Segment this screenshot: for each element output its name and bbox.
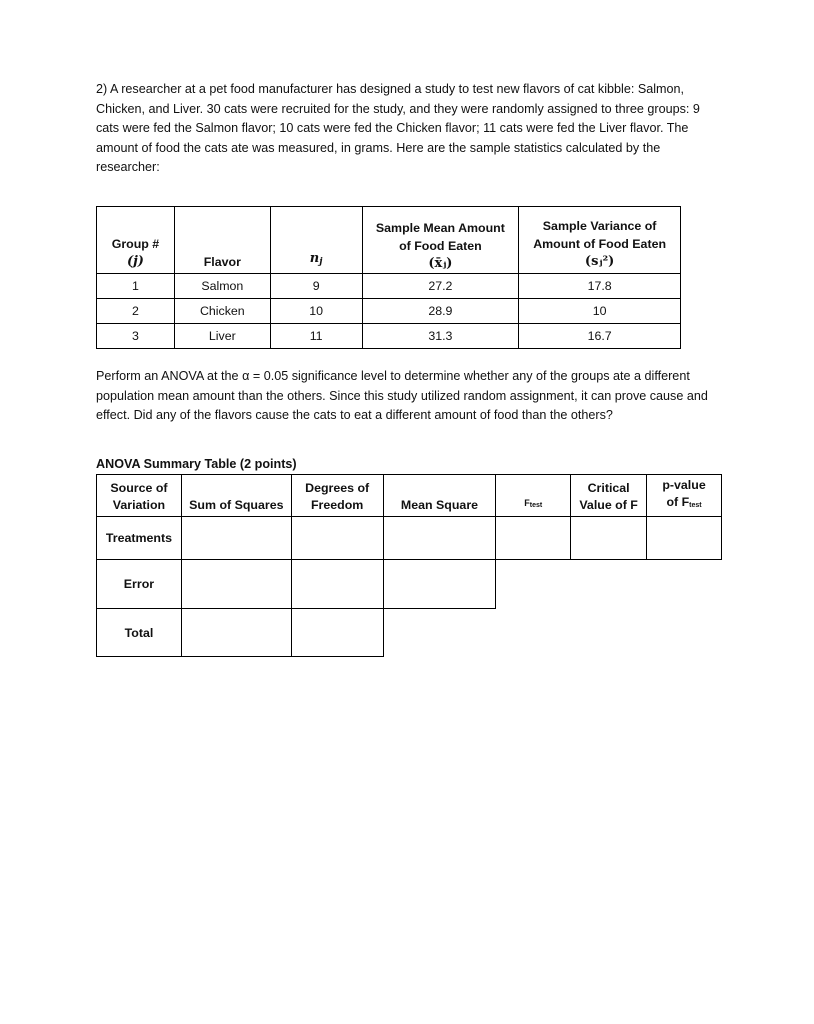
header-f-letter: F	[524, 498, 530, 508]
header-p-line2	[650, 494, 718, 514]
header-source	[97, 475, 182, 517]
header-n	[270, 207, 362, 274]
cell-error-ms[interactable]	[383, 560, 496, 609]
header-n-subscript: j	[319, 257, 323, 267]
cell-flavor: Liver	[174, 324, 270, 349]
header-p-text: of F	[666, 495, 690, 509]
question-paragraph: Perform an ANOVA at the α = 0.05 significance level to determine whether any of the groups ate a different population mean amount than the others. Since this study utilized random assignment, it can prove cause and effect. Did any of the flavors cause the cats to eat a different amount of food than the others?	[96, 369, 708, 422]
header-p-value	[647, 475, 722, 517]
header-crit-line2: Value of F	[579, 498, 638, 512]
cell-treatments-ss[interactable]	[181, 517, 291, 560]
header-f-test	[496, 475, 571, 517]
cell-flavor: Salmon	[174, 274, 270, 299]
header-sum-of-squares: Sum of Squares	[181, 475, 291, 517]
row-label-treatments: Treatments	[97, 517, 182, 560]
cell-variance: 16.7	[519, 324, 681, 349]
header-mean-line2: of Food Eaten	[399, 239, 482, 253]
cell-n: 9	[270, 274, 362, 299]
header-variance-line1: Sample Variance of	[542, 219, 657, 233]
anova-table-title: ANOVA Summary Table (2 points)	[96, 457, 297, 471]
header-crit-line1: Critical	[587, 481, 630, 495]
header-p-subscript: test	[689, 502, 702, 509]
cell-total-ss[interactable]	[181, 609, 291, 657]
cell-treatments-f[interactable]	[496, 517, 571, 560]
anova-summary-table	[96, 474, 722, 657]
cell-variance: 10	[519, 299, 681, 324]
intro-paragraph: 2) A researcher at a pet food manufacturer has designed a study to test new flavors of cat kibble: Salmon, Chicken, and Liver. 30 cats were recruited for the study, and they were randomly assigned to three groups: 9 cats were fed the Salmon flavor; 10 cats were fed the Chicken flavor; 11 cats were fed the Liver flavor. The amount of food the cats ate was measured, in grams. Here are the sample statistics calculated by the researcher:	[96, 82, 700, 174]
sample-statistics-table	[96, 206, 681, 349]
row-label-total: Total	[97, 609, 182, 657]
header-group-symbol: (j)	[126, 254, 144, 269]
cell-group: 2	[97, 299, 175, 324]
header-variance-line2: Amount of Food Eaten	[533, 237, 667, 251]
cell-variance: 17.8	[519, 274, 681, 299]
cell-treatments-df[interactable]	[291, 517, 383, 560]
cell-flavor: Chicken	[174, 299, 270, 324]
header-mean-square: Mean Square	[383, 475, 496, 517]
header-variance-symbol: (sⱼ²)	[584, 254, 615, 269]
header-variance	[519, 207, 681, 274]
header-source-line1: Source of	[110, 481, 168, 495]
table-row	[97, 299, 681, 324]
table-row	[97, 517, 722, 560]
header-flavor: Flavor	[174, 207, 270, 274]
table-row	[97, 560, 722, 609]
cell-mean: 31.3	[362, 324, 519, 349]
header-f-subscript: test	[529, 502, 543, 509]
cell-mean: 27.2	[362, 274, 519, 299]
cell-n: 10	[270, 299, 362, 324]
header-mean-symbol: (x̄ⱼ)	[428, 256, 453, 271]
cell-total-df[interactable]	[291, 609, 383, 657]
cell-treatments-p[interactable]	[647, 517, 722, 560]
header-group-line1: Group #	[111, 237, 160, 251]
cell-error-df[interactable]	[291, 560, 383, 609]
header-degrees-of-freedom	[291, 475, 383, 517]
header-mean-line1: Sample Mean Amount	[375, 221, 505, 235]
cell-error-ss[interactable]	[181, 560, 291, 609]
header-df-line1: Degrees of	[305, 481, 370, 495]
header-df-line2: Freedom	[310, 498, 364, 512]
header-group	[97, 207, 175, 274]
header-source-line2: Variation	[112, 498, 166, 512]
header-mean	[362, 207, 519, 274]
header-critical-value	[571, 475, 647, 517]
cell-mean: 28.9	[362, 299, 519, 324]
table-row	[97, 274, 681, 299]
cell-treatments-ms[interactable]	[383, 517, 496, 560]
row-label-error: Error	[97, 560, 182, 609]
table-row	[97, 609, 722, 657]
header-n-symbol: n	[309, 251, 320, 266]
table-row	[97, 324, 681, 349]
cell-treatments-critical[interactable]	[571, 517, 647, 560]
cell-group: 3	[97, 324, 175, 349]
cell-n: 11	[270, 324, 362, 349]
cell-group: 1	[97, 274, 175, 299]
header-p-line1: p-value	[662, 478, 706, 492]
